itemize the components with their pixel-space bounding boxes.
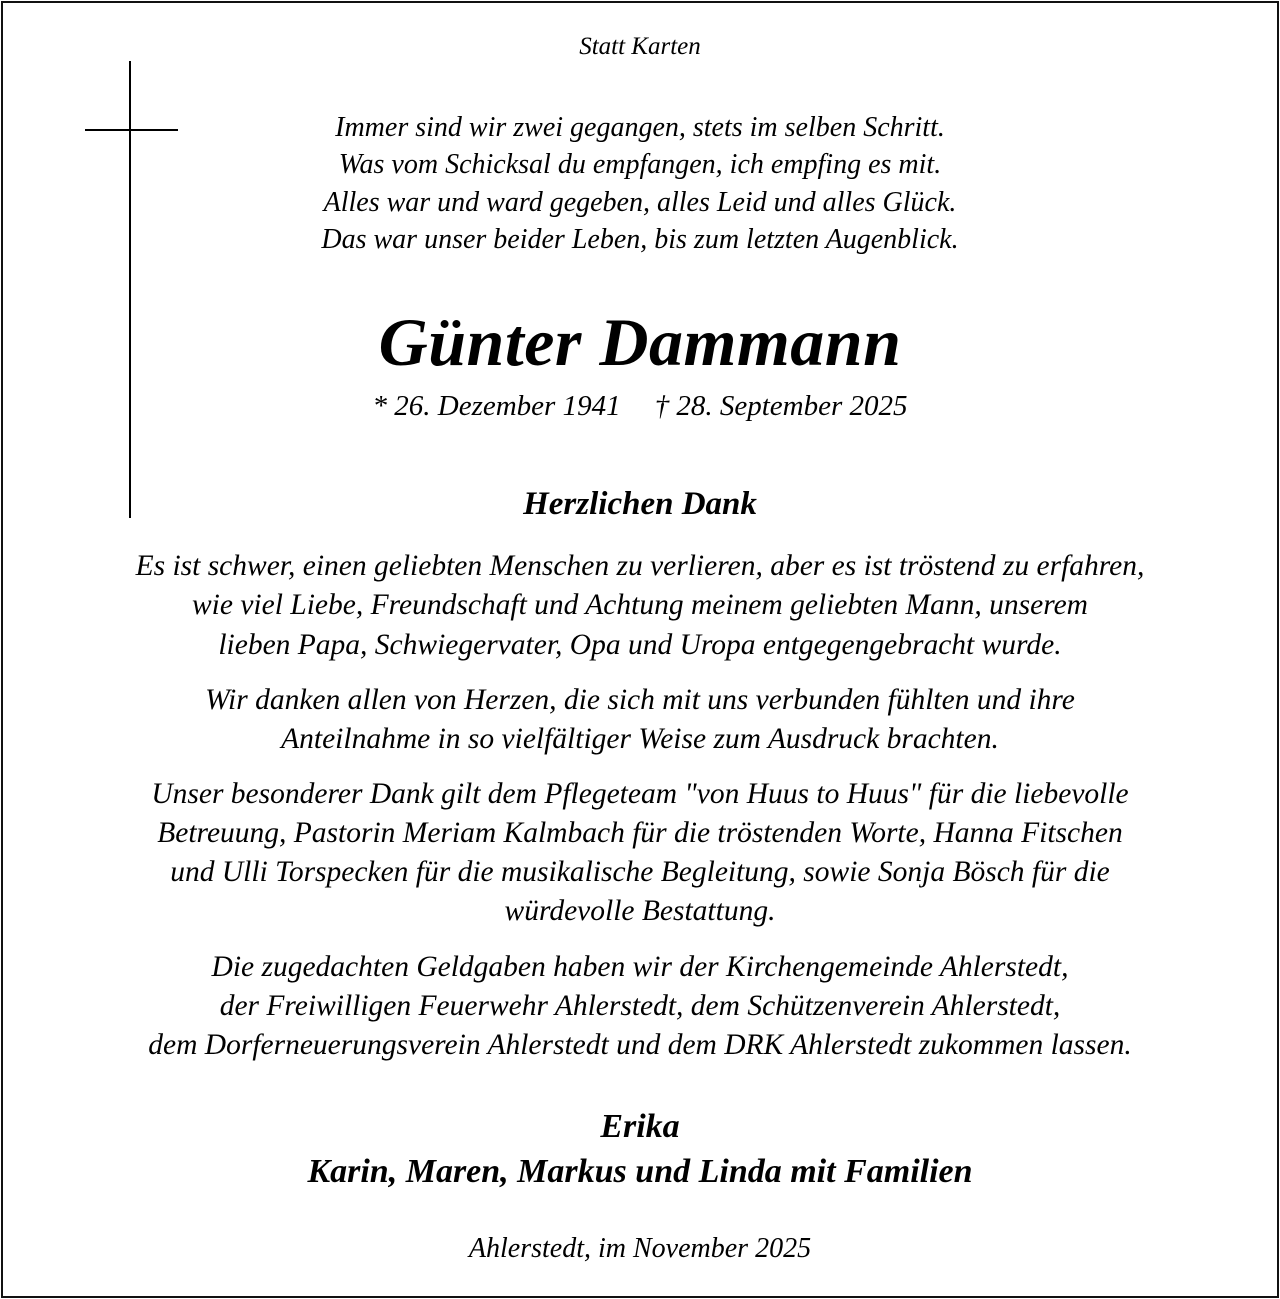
thanks-heading: Herzlichen Dank (523, 486, 757, 522)
body-line: Wir danken allen von Herzen, die sich mit uns verbunden fühlten und ihre (205, 684, 1075, 716)
body-line: dem Dorferneuerungsverein Ahlerstedt und dem DRK Ahlerstedt zukommen lassen. (148, 1029, 1132, 1061)
body-line: wie viel Liebe, Freundschaft und Achtung meinem geliebten Mann, unserem (192, 589, 1088, 621)
life-dates (0, 390, 1280, 423)
poem-line: Alles war und ward gegeben, alles Leid und alles Glück. (323, 187, 957, 218)
poem-line: Das war unser beider Leben, bis zum letzten Augenblick. (321, 224, 959, 255)
body-line: und Ulli Torspecken für die musikalische Begleitung, sowie Sonja Bösch für die (170, 856, 1110, 888)
signature-primary: Erika (600, 1108, 680, 1145)
signature-family: Karin, Maren, Markus und Linda mit Familien (307, 1153, 973, 1190)
body-line: Die zugedachten Geldgaben haben wir der Kirchengemeinde Ahlerstedt, (211, 951, 1069, 983)
deceased-name: Günter Dammann (378, 304, 902, 380)
body-line: Es ist schwer, einen geliebten Menschen zu verlieren, aber es ist tröstend zu erfahren, (135, 550, 1145, 582)
body-line: der Freiwilligen Feuerwehr Ahlerstedt, dem Schützenverein Ahlerstedt, (219, 990, 1061, 1022)
poem-line: Was vom Schicksal du empfangen, ich empfing es mit. (338, 149, 942, 180)
poem-line: Immer sind wir zwei gegangen, stets im selben Schritt. (335, 112, 945, 143)
body-line: Unser besonderer Dank gilt dem Pflegeteam "von Huus to Huus" für die liebevolle (151, 778, 1129, 810)
body-line: Betreuung, Pastorin Meriam Kalmbach für die tröstenden Worte, Hanna Fitschen (157, 817, 1123, 849)
death-date: † 28. September 2025 (654, 390, 908, 422)
place-date: Ahlerstedt, im November 2025 (468, 1233, 812, 1264)
body-line: lieben Papa, Schwiegervater, Opa und Uropa entgegengebracht wurde. (218, 629, 1062, 661)
birth-date: * 26. Dezember 1941 (372, 390, 621, 422)
body-line: Anteilnahme in so vielfältiger Weise zum Ausdruck brachten. (281, 723, 999, 755)
header-text: Statt Karten (579, 33, 701, 60)
body-line: würdevolle Bestattung. (504, 895, 776, 927)
